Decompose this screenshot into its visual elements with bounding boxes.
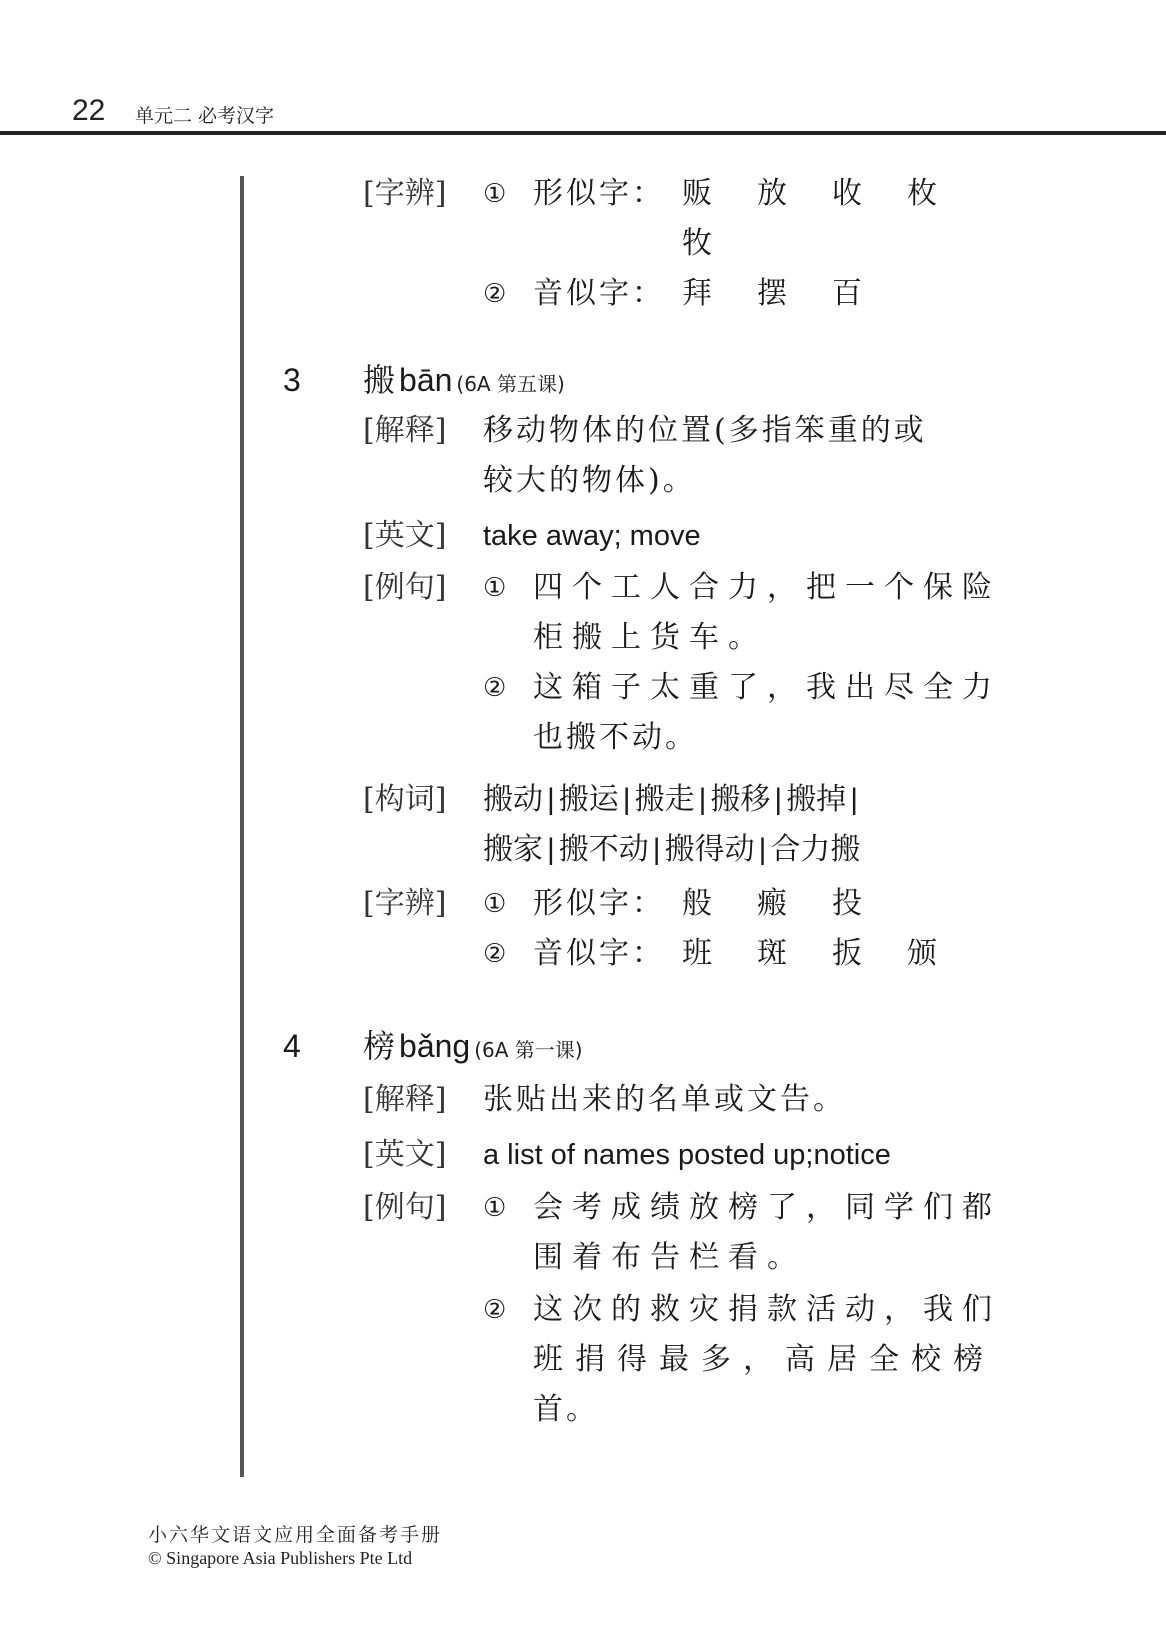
example-sentence: 首。 xyxy=(533,1392,599,1427)
header-rule xyxy=(0,131,1166,135)
entry-pinyin: bǎng xyxy=(399,1028,471,1064)
zibian-type: 音似字： xyxy=(533,276,665,311)
english-definition: a list of names posted up;notice xyxy=(483,1139,891,1171)
marker: ② xyxy=(483,279,507,309)
jieshi-text: 张贴出来的名单或文告。 xyxy=(483,1082,846,1117)
word-list: 搬动 | 搬运 | 搬走 | 搬移 | 搬掉 | xyxy=(483,782,858,817)
yingwen-label: [英文] xyxy=(363,1137,447,1172)
word-list: 搬家 | 搬不动 | 搬得动 | 合力搬 xyxy=(483,832,861,867)
marker: ① xyxy=(483,889,507,919)
marker: ② xyxy=(483,939,507,969)
entry-number: 4 xyxy=(283,1028,301,1064)
similar-chars: 拜 摆 百 xyxy=(682,276,865,311)
example-sentence: 班捐得最多，高居全校榜 xyxy=(533,1342,995,1377)
example-sentence: 这箱子太重了，我出尽全力 xyxy=(533,670,1001,705)
jieshi-label: [解释] xyxy=(363,413,447,448)
entry-character: 榜 xyxy=(363,1027,396,1065)
liju-label: [例句] xyxy=(363,1190,447,1225)
zibian-type: 形似字： xyxy=(533,886,665,921)
example-sentence: 柜搬上货车。 xyxy=(533,620,767,655)
entry-heading xyxy=(363,1028,583,1068)
zibian-label: [字辨] xyxy=(363,886,447,921)
margin-bar xyxy=(240,176,244,1477)
jieshi-text: 移动物体的位置(多指笨重的或 xyxy=(483,413,927,448)
yingwen-label: [英文] xyxy=(363,518,447,553)
liju-label: [例句] xyxy=(363,570,447,605)
gouci-label: [构词] xyxy=(363,782,447,817)
english-definition: take away; move xyxy=(483,520,701,552)
similar-chars: 班 斑 扳 颁 xyxy=(682,936,940,971)
marker: ② xyxy=(483,1295,507,1325)
jieshi-label: [解释] xyxy=(363,1082,447,1117)
zibian-type: 音似字： xyxy=(533,936,665,971)
entry-heading xyxy=(363,362,565,402)
marker: ① xyxy=(483,1193,507,1223)
entry-reference: (6A 第五课) xyxy=(456,372,565,396)
marker: ① xyxy=(483,573,507,603)
similar-chars: 贩 放 收 枚 xyxy=(682,176,940,211)
entry-number: 3 xyxy=(283,362,301,398)
entry-pinyin: bān xyxy=(399,362,453,398)
zibian-type: 形似字： xyxy=(533,176,665,211)
example-sentence: 四个工人合力，把一个保险 xyxy=(533,570,1001,605)
zibian-label: [字辨] xyxy=(363,176,447,211)
example-sentence: 这次的救灾捐款活动，我们 xyxy=(533,1292,1001,1327)
marker: ② xyxy=(483,673,507,703)
page-number: 22 xyxy=(72,94,106,127)
entry-character: 搬 xyxy=(363,361,396,399)
jieshi-text: 较大的物体)。 xyxy=(483,463,696,498)
section-title: 单元二 必考汉字 xyxy=(135,105,275,127)
example-sentence: 围着布告栏看。 xyxy=(533,1240,806,1275)
copyright: © Singapore Asia Publishers Pte Ltd xyxy=(148,1548,413,1568)
marker: ① xyxy=(483,179,507,209)
entry-reference: (6A 第一课) xyxy=(474,1038,583,1062)
example-sentence: 会考成绩放榜了，同学们都 xyxy=(533,1190,1001,1225)
similar-chars: 般 瘢 投 xyxy=(682,886,865,921)
example-sentence: 也搬不动。 xyxy=(533,720,698,755)
similar-chars-line2: 牧 xyxy=(682,226,715,261)
book-title: 小六华文语文应用全面备考手册 xyxy=(148,1524,443,1546)
